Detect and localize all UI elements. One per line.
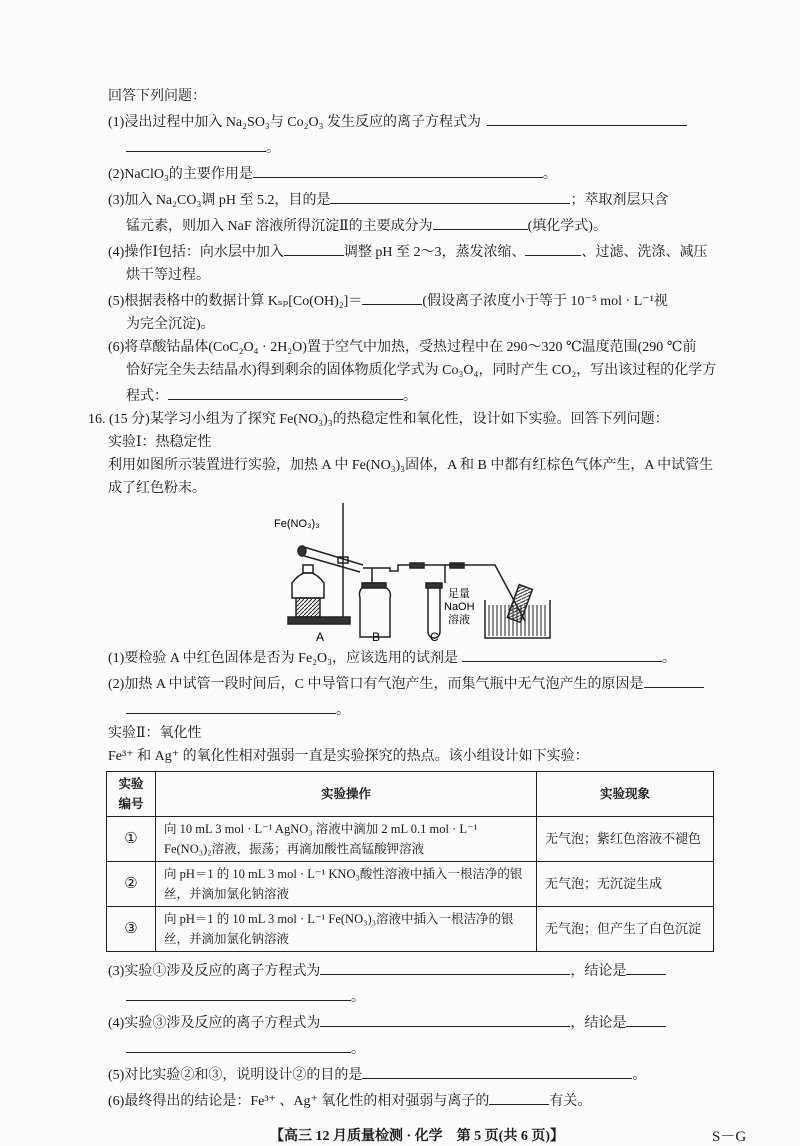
q-text: (2)加热 A 中试管一段时间后，C 中导管口有气泡产生，而集气瓶中无气泡产生的原因是 [108,677,644,692]
question-16-header: 16. (15 分)某学习小组为了探究 Fe(NO₃)₃的热稳定性和氧化性，设计如下实验。回答下列问题： [88,412,669,427]
period: 。 [351,990,365,1005]
answer-blank[interactable] [320,960,570,975]
question-16-2-cont [126,699,720,720]
question-16-3 [108,960,720,981]
question-15-4 [108,241,720,262]
q-text: (2)NaClO₃的主要作用是 [108,167,253,182]
answer-blank[interactable] [362,290,422,305]
header-operation: 实验操作 [156,772,537,817]
q-text: 有关。 [549,1094,592,1109]
naoh-label-3: 溶液 [448,614,470,626]
period: 。 [351,1042,365,1057]
answer-blank[interactable] [284,241,344,256]
question-15-2 [108,163,720,184]
label-a: A [316,630,325,643]
question-15-3 [108,189,720,210]
experiment-1-desc-cont: 成了红色粉末。 [108,481,206,496]
page-footer: 【高三 12 月质量检测 · 化学 第 5 页(共 6 页)】 [270,1129,564,1144]
row-result: 无气泡；但产生了白色沉淀 [537,907,714,952]
period: 。 [662,651,677,666]
table-header-row [107,772,714,817]
table-row [107,907,714,952]
footer-row [108,1125,747,1145]
q-text: 锰元素，则加入 NaF 溶液所得沉淀Ⅱ的主要成分为 [126,219,433,234]
experiment-2-desc: Fe³⁺ 和 Ag⁺ 的氧化性相对强弱一直是实验探究的热点。该小组设计如下实验： [108,749,589,764]
question-16-3-cont [126,986,720,1007]
row-num: ① [107,817,156,862]
q-text: (5)根据表格中的数据计算 Kₛₚ[Co(OH)₂]＝ [108,294,363,309]
row-operation: 向 10 mL 3 mol · L⁻¹ AgNO₃ 溶液中滴加 2 mL 0.1 mol · L⁻¹ Fe(NO₃)₂溶液，振荡；再滴加酸性高锰酸钾溶液 [156,817,537,862]
q-text: 、过滤、洗涤、减压 [581,245,708,260]
test-tube [301,547,363,572]
answer-blank[interactable] [644,673,704,688]
experiment-1-title: 实验Ⅰ：热稳定性 [108,435,212,450]
row-result: 无气泡；紫红色溶液不褪色 [537,817,714,862]
question-16-4 [108,1012,720,1033]
answer-blank[interactable] [126,699,336,714]
answer-blank[interactable] [320,1012,570,1027]
answer-blank[interactable] [362,1064,632,1079]
question-16-1 [108,647,720,668]
reagent-label: Fe(NO₃)₃ [274,518,320,530]
q-text: (假设离子浓度小于等于 10⁻⁵ mol · L⁻¹视 [422,294,668,309]
question-15-5 [108,290,720,311]
stand-base [288,617,350,624]
row-operation: 向 pH＝1 的 10 mL 3 mol · L⁻¹ Fe(NO₃)₃溶液中插入一根洁净的银丝，并滴加氯化钠溶液 [156,907,537,952]
question-15-1-cont [126,137,720,158]
question-16-5 [108,1064,720,1085]
answer-intro: 回答下列问题： [108,89,206,104]
naoh-label-1: 足量 [448,588,470,600]
answer-blank[interactable] [462,647,662,662]
q-text: 调整 pH 至 2～3，蒸发浓缩、 [343,245,526,260]
answer-blank[interactable] [126,1038,351,1053]
question-15-3-cont [126,215,720,236]
experiment-table [106,771,714,952]
table-row [107,817,714,862]
question-16-2 [108,673,720,694]
burner-block [296,598,320,617]
alcohol-lamp [292,573,324,598]
period: 。 [542,167,557,182]
q-text: (填化学式)。 [527,219,607,234]
q-text: ，结论是 [570,1016,627,1031]
paper-code: S－G [712,1129,747,1145]
row-num: ② [107,862,156,907]
question-15-1 [108,111,720,132]
experiment-2-title: 实验Ⅱ：氧化性 [108,726,202,741]
row-num: ③ [107,907,156,952]
q-text: ，结论是 [570,964,627,979]
table-row [107,862,714,907]
period: 。 [403,389,417,404]
period: 。 [632,1068,647,1083]
apparatus-diagram [260,503,560,643]
question-16-4-cont [126,1038,720,1059]
question-16-6 [108,1090,720,1111]
q-text: ；萃取剂层只含 [570,193,669,208]
answer-blank[interactable] [253,163,543,178]
answer-blank[interactable] [487,111,687,126]
answer-blank[interactable] [168,385,403,400]
header-result: 实验现象 [537,772,714,817]
period: 。 [336,703,350,718]
q-text: (4)操作Ⅰ包括：向水层中加入 [108,245,284,260]
period: 。 [266,141,280,156]
q-text: (6)最终得出的结论是：Fe³⁺ 、Ag⁺ 氧化性的相对强弱与离子的 [108,1094,490,1109]
answer-blank[interactable] [489,1090,549,1105]
gas-bottle-b [359,583,390,637]
answer-blank[interactable] [525,241,581,256]
label-c: C [430,630,439,643]
naoh-label-2: NaOH [444,601,475,613]
question-15-6-cont: 恰好完全失去结晶水)得到剩余的固体物质化学式为 Co₃O₄，同时产生 CO₂，写出该过程的化学方 [126,363,717,378]
question-15-5-cont: 为完全沉淀)。 [126,317,215,332]
answer-blank[interactable] [626,960,666,975]
question-15-4-cont: 烘干等过程。 [126,268,210,283]
answer-blank[interactable] [626,1012,666,1027]
q-text: (3)加入 Na₂CO₃调 pH 至 5.2，目的是 [108,193,331,208]
lamp-wick [303,565,313,573]
row-result: 无气泡；无沉淀生成 [537,862,714,907]
q-text: (4)实验③涉及反应的离子方程式为 [108,1016,321,1031]
q-text: (3)实验①涉及反应的离子方程式为 [108,964,321,979]
label-b: B [372,630,381,643]
q-text: (1)浸出过程中加入 Na₂SO₃与 Co₂O₃ 发生反应的离子方程式为 [108,115,482,130]
q-text: 程式： [126,389,168,404]
answer-blank[interactable] [126,986,351,1001]
question-15-6: (6)将草酸钴晶体(CoC₂O₄ · 2H₂O)置于空气中加热，受热过程中在 290～320 ℃温度范围(290 ℃前 [108,340,697,355]
row-operation: 向 pH＝1 的 10 mL 3 mol · L⁻¹ KNO₃酸性溶液中插入一根洁净的银丝，并滴加氯化钠溶液 [156,862,537,907]
question-15-6-cont2 [126,385,720,406]
q-text: (1)要检验 A 中红色固体是否为 Fe₂O₃，应该选用的试剂是 [108,651,459,666]
answer-blank[interactable] [433,215,528,230]
q-text: (5)对比实验②和③，说明设计②的目的是 [108,1068,363,1083]
page-content [88,88,747,1145]
experiment-1-desc: 利用如图所示装置进行实验，加热 A 中 Fe(NO₃)₃固体，A 和 B 中都有红棕色气体产生，A 中试管生 [108,458,714,473]
header-num: 实验编号 [107,772,156,817]
answer-blank[interactable] [330,189,570,204]
answer-blank[interactable] [126,137,266,152]
delivery-tube [363,565,445,583]
